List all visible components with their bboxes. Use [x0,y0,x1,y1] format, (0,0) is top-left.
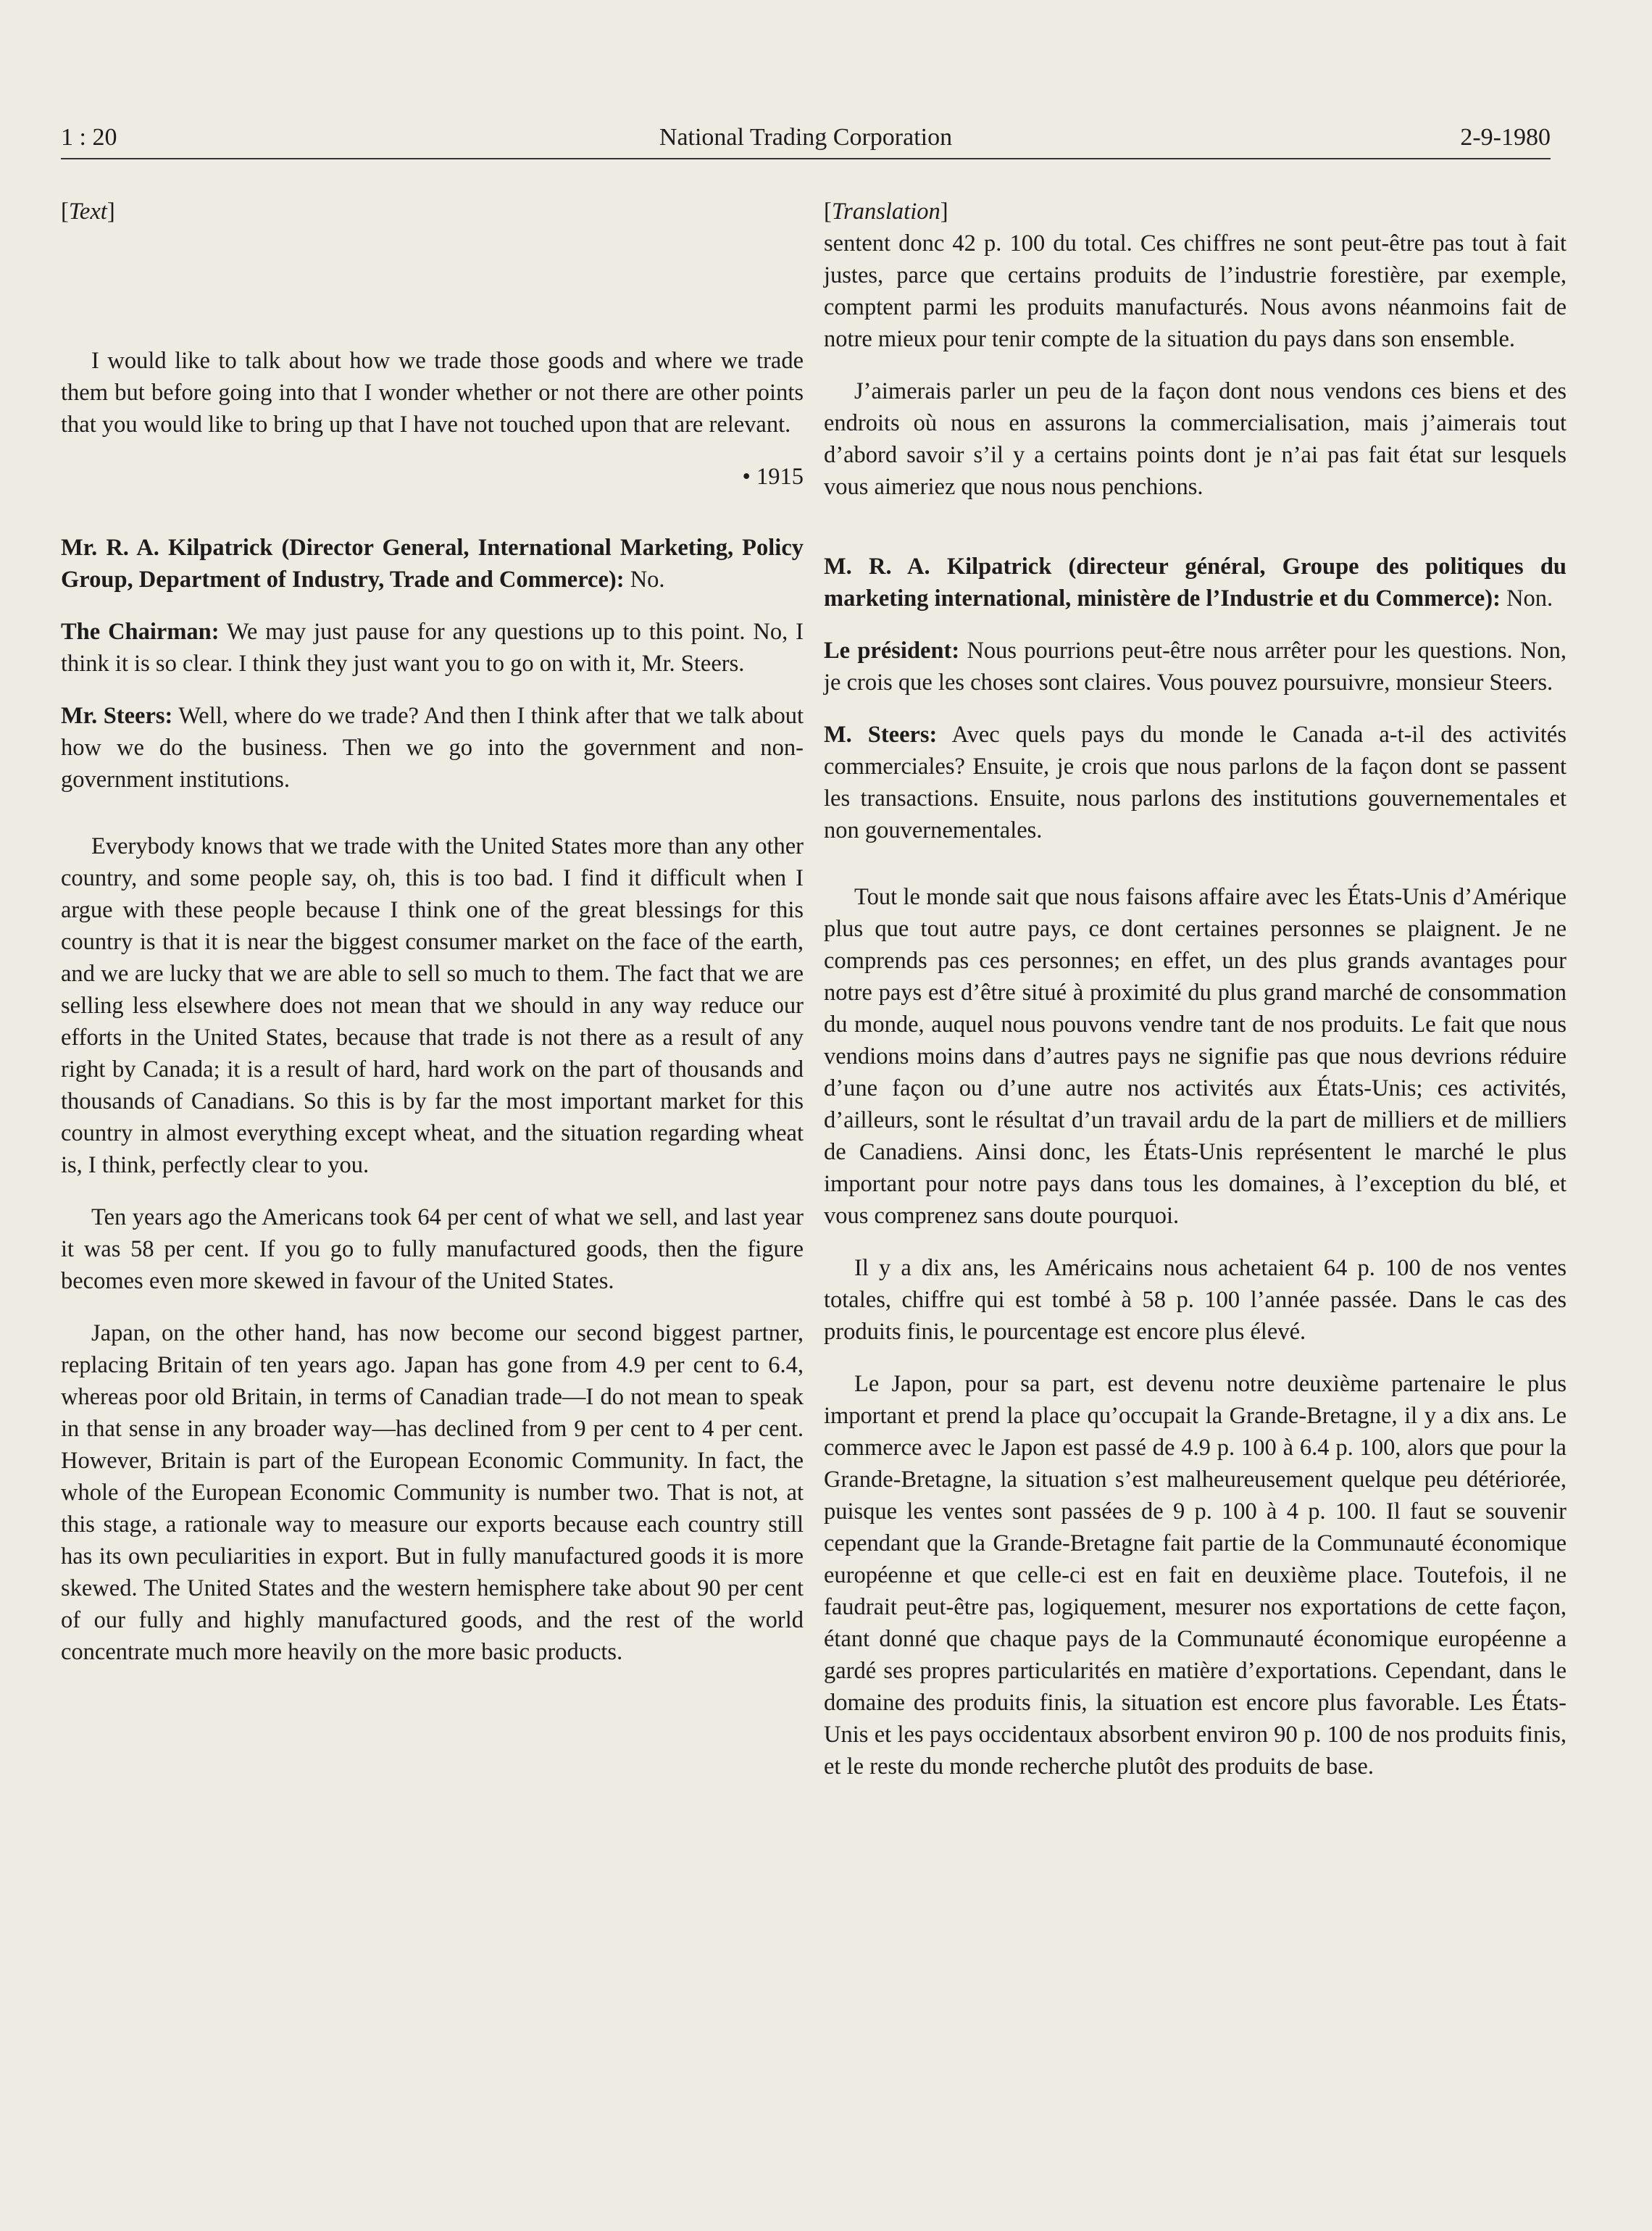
paragraph: Le président: Nous pourrions peut-être nous arrêter pour les questions. Non, je crois que les choses sont claires. Vous pouvez poursuivre, monsieur Steers. [824,638,1567,696]
speaker-name: Le président: [824,638,960,664]
header-date: 2-9-1980 [1460,124,1551,151]
text-label: [Text] [61,199,115,225]
english-column [61,196,804,1688]
speaker-name: Mr. Steers: [61,703,173,729]
paragraph: Everybody knows that we trade with the United States more than any other country, and some people say, oh, this is too bad. I find it difficult when I argue with these people because I think one of the great blessings for this country is that it is near the biggest consumer market on the face of the earth, and we are lucky that we are able to sell so much to them. The fact that we are selling less elsewhere does not mean that we should in any way reduce our efforts in the United States, because that trade is not there as a result of any right by Canada; it is a result of hard, hard work on the part of thousands and thousands of Canadians. So this is by far the most important market for this country in almost everything except wheat, and the situation regarding wheat is, I think, perfectly clear to you. [61,833,804,1178]
paragraph: The Chairman: We may just pause for any questions up to this point. No, I think it is so clear. I think they just want you to go on with it, Mr. Steers. [61,619,804,677]
speaker-name: Mr. R. A. Kilpatrick (Director General, International Marketing, Policy Group, Department of Industry, Trade and Commerce): [61,535,804,593]
paragraph: Mr. Steers: Well, where do we trade? And then I think after that we talk about how we do the business. Then we go into the government and non-government institutions. [61,703,804,793]
paragraph: Mr. R. A. Kilpatrick (Director General, International Marketing, Policy Group, Department of Industry, Trade and Commerce): No. [61,535,804,593]
french-column [824,196,1567,1803]
translation-label: [Translation] [824,199,948,225]
speaker-name: The Chairman: [61,619,220,645]
time-marker: • 1915 [742,464,804,490]
running-header [61,117,1551,159]
page-number: 1 : 20 [61,124,117,151]
paragraph: sentent donc 42 p. 100 du total. Ces chiffres ne sont peut-être pas tout à fait justes, parce que certains produits de l’industrie forestière, par exemple, comptent parmi les produits manufacturés. Nous avons néanmoins fait de notre mieux pour tenir compte de la situation du pays dans son ensemble. [824,230,1567,352]
paragraph: Tout le monde sait que nous faisons affaire avec les États-Unis d’Amérique plus que tout autre pays, ce dont certaines personnes se plaignent. Je ne comprends pas ces personnes; en effet, un des plus grands avantages pour notre pays est d’être situé à proximité du plus grand marché de consommation du monde, auquel nous pouvons vendre tant de nos produits. Le fait que nous vendions moins dans d’autres pays ne signifie pas que nous devrions réduire d’une façon ou d’une autre nos activités aux États-Unis; ces activités, d’ailleurs, sont le résultat d’un travail ardu de la part de milliers et de milliers de Canadiens. Ainsi donc, les États-Unis représentent le marché le plus important pour notre pays dans tous les domaines, à l’exception du blé, et vous comprenez sans doute pourquoi. [824,884,1567,1229]
paragraph: I would like to talk about how we trade those goods and where we trade them but before going into that I wonder whether or not there are other points that you would like to bring up that I have not touched upon that are relevant. [61,348,804,438]
paragraph: Il y a dix ans, les Américains nous achetaient 64 p. 100 de nos ventes totales, chiffre qui est tombé à 58 p. 100 l’année passée. Dans le cas des produits finis, le pourcentage est encore plus élevé. [824,1255,1567,1345]
paragraph: M. Steers: Avec quels pays du monde le Canada a-t-il des activités commerciales? Ensuite, je crois que nous parlons de la façon dont se passent les transactions. Ensuite, nous parlons des institutions gouvernementales et non gouvernementales. [824,722,1567,843]
paragraph: Le Japon, pour sa part, est devenu notre deuxième partenaire le plus important et prend la place qu’occupait la Grande-Bretagne, il y a dix ans. Le commerce avec le Japon est passé de 4.9 p. 100 à 6.4 p. 100, alors que pour la Grande-Bretagne, la situation s’est malheureusement quelque peu détériorée, puisque les ventes sont passées de 9 p. 100 à 4 p. 100. Il faut se souvenir cependant que la Grande-Bretagne fait partie de la Communauté économique européenne et que celle-ci est en fait en deuxième place. Toutefois, il ne faudrait peut-être pas, logiquement, mesurer nos exportations de cette façon, étant donné que chaque pays de la Communauté économique européenne a gardé ses propres particularités en matière d’exportations. Cependant, dans le domaine des produits finis, la situation est encore plus favorable. Les États-Unis et les pays occidentaux absorbent environ 90 p. 100 de nos produits finis, et le reste du monde recherche plutôt des produits de base. [824,1371,1567,1780]
page-title: National Trading Corporation [659,124,953,151]
speaker-name: M. R. A. Kilpatrick (directeur général, Groupe des politiques du marketing international, ministère de l’Industrie et du Commerce): [824,554,1567,612]
paragraph: Ten years ago the Americans took 64 per cent of what we sell, and last year it was 58 per cent. If you go to fully manufactured goods, then the figure becomes even more skewed in favour of the United States. [61,1204,804,1294]
paragraph: M. R. A. Kilpatrick (directeur général, Groupe des politiques du marketing international, ministère de l’Industrie et du Commerce): Non. [824,554,1567,612]
paragraph: Japan, on the other hand, has now become our second biggest partner, replacing Britain of ten years ago. Japan has gone from 4.9 per cent to 6.4, whereas poor old Britain, in terms of Canadian trade—I do not mean to speak in that sense in any broader way—has declined from 9 per cent to 4 per cent. However, Britain is part of the European Economic Community. In fact, the whole of the European Economic Community is number two. That is not, at this stage, a rationale way to measure our exports because each country still has its own peculiarities in export. But in fully manufactured goods it is more skewed. The United States and the western hemisphere take about 90 per cent of our fully and highly manufactured goods, and the rest of the world concentrate much more heavily on the more basic products. [61,1320,804,1665]
paragraph: J’aimerais parler un peu de la façon dont nous vendons ces biens et des endroits où nous en assurons la commercialisation, mais j’aimerais tout d’abord savoir s’il y a certains points dont je n’ai pas fait état sur lesquels vous aimeriez que nous nous penchions. [824,378,1567,500]
speaker-name: M. Steers: [824,722,938,748]
